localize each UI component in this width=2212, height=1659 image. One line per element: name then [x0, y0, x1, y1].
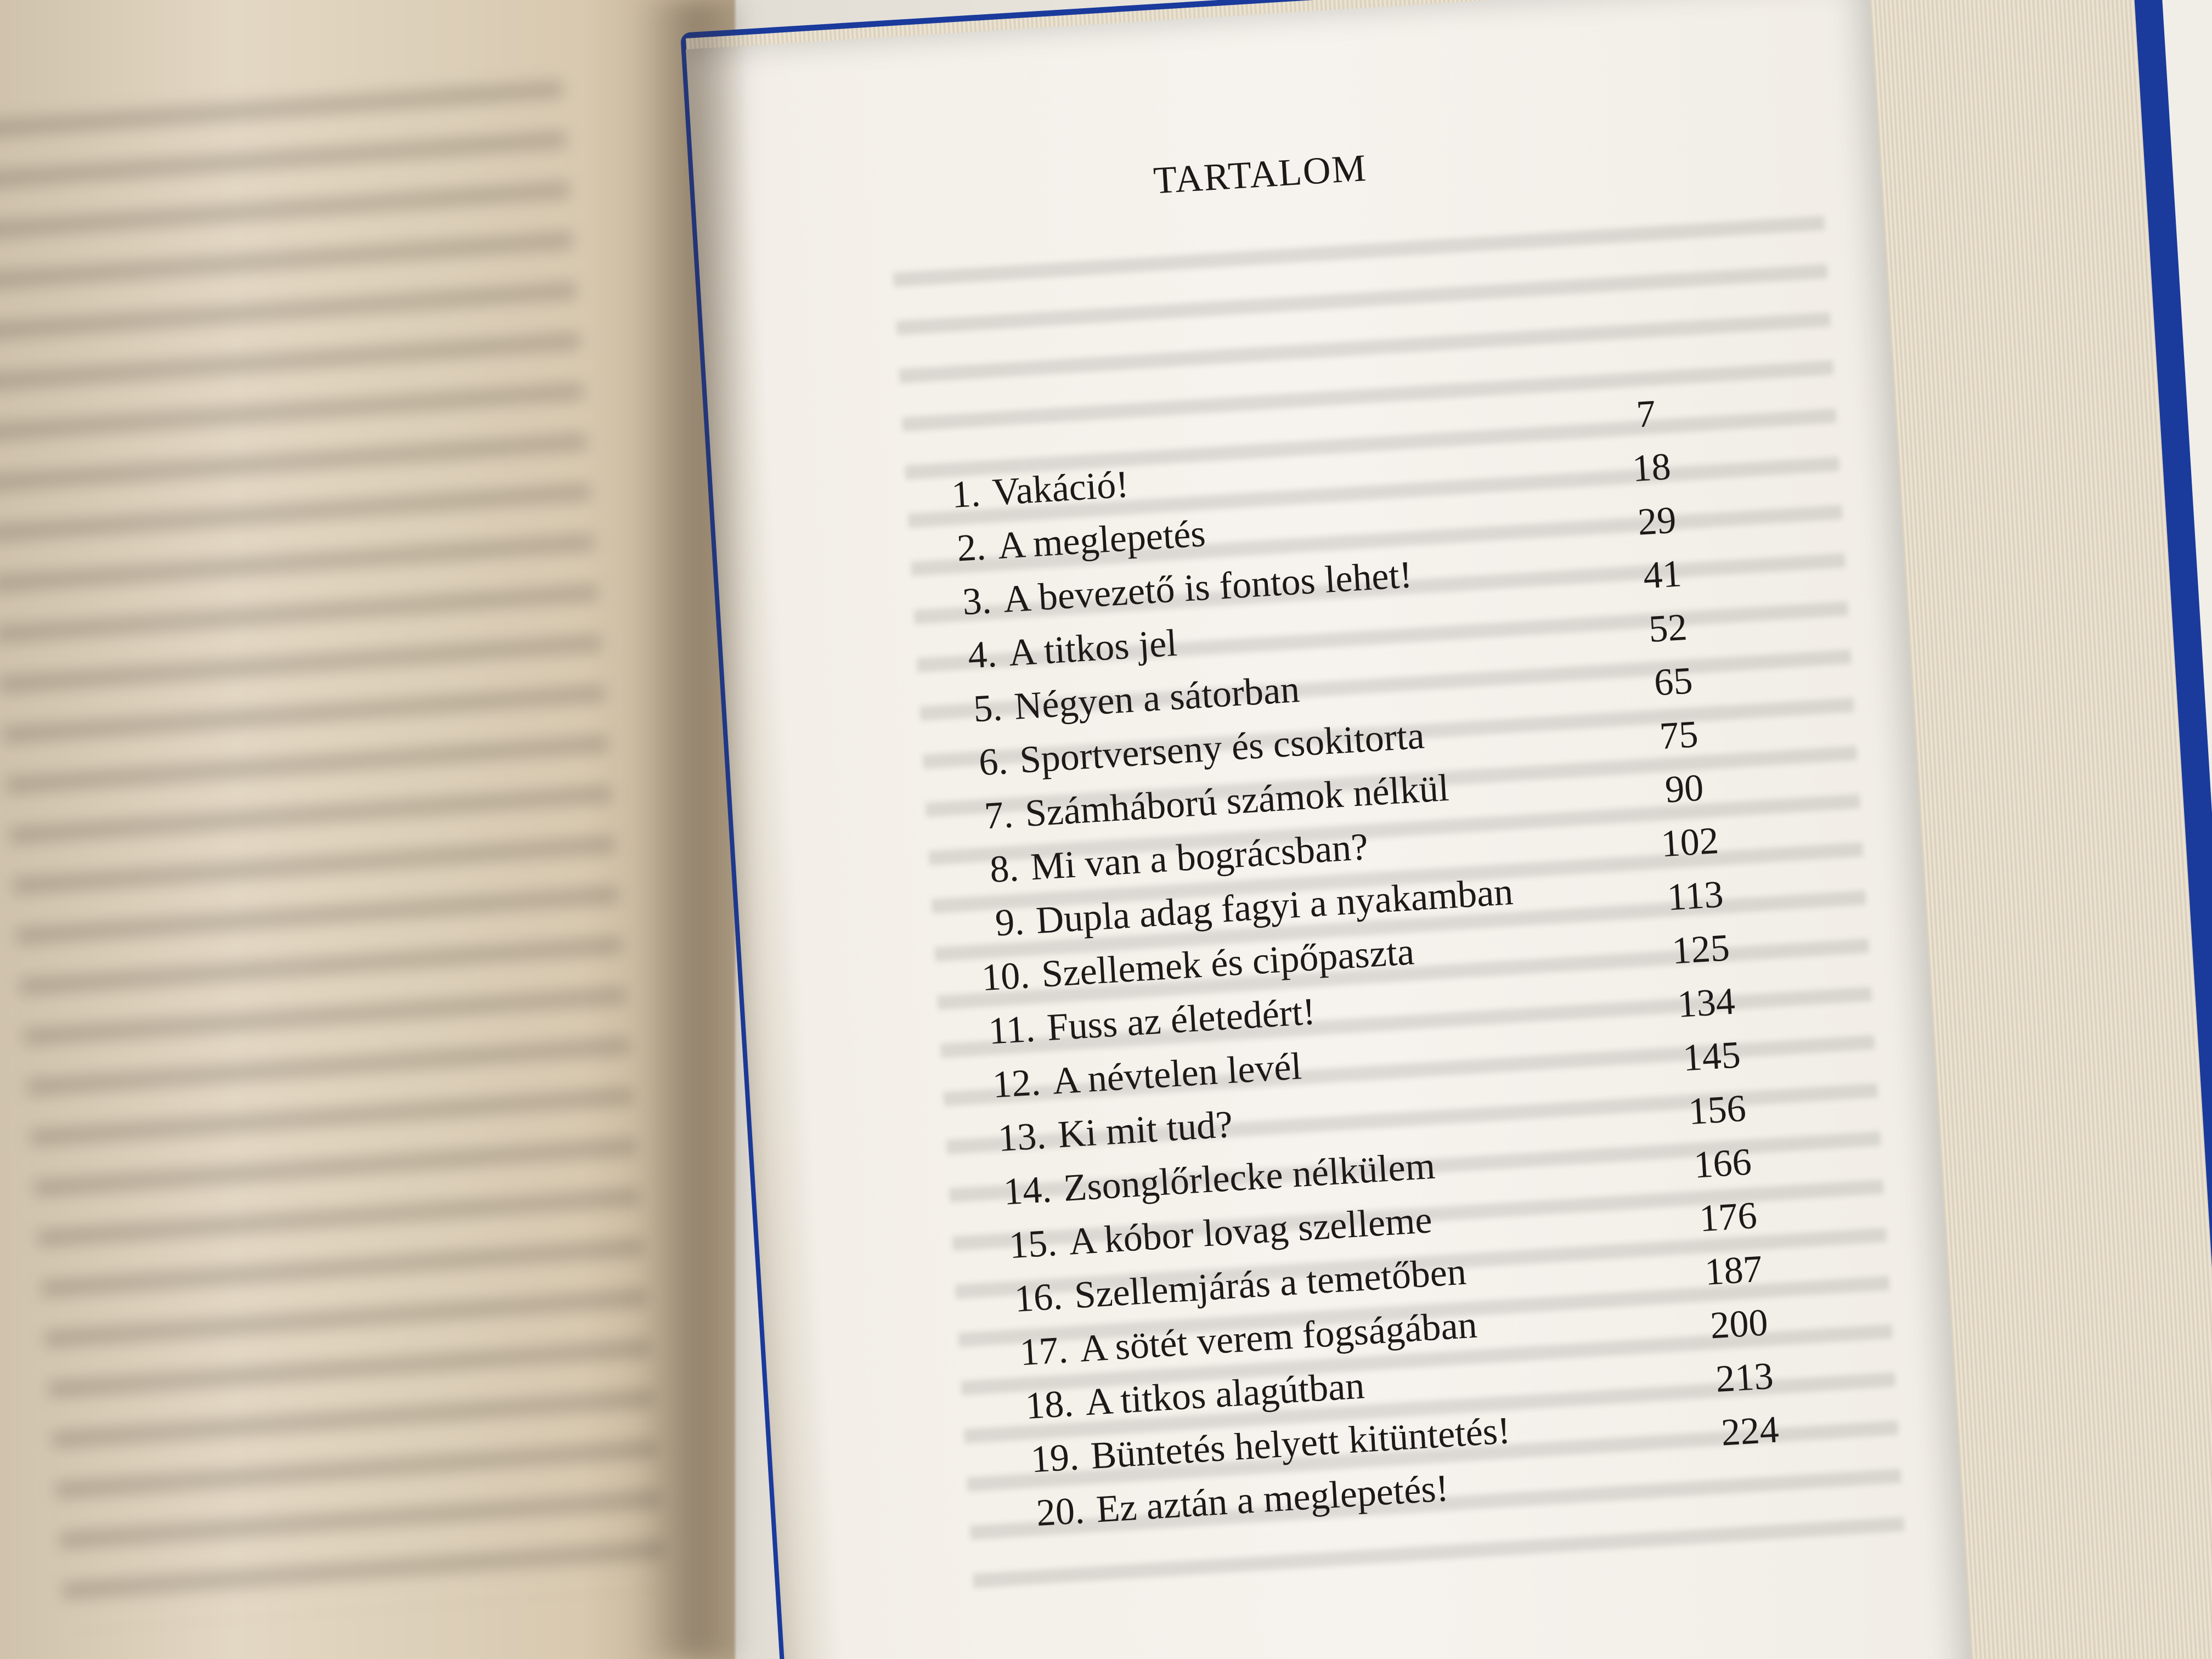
toc-entry-number: 13. — [996, 1114, 1047, 1160]
toc-entry-title: Sportverseny és csokitorta — [1018, 714, 1426, 782]
toc-entry-title: A kóbor lovag szelleme — [1068, 1199, 1434, 1263]
toc-entry-number: 9. — [994, 900, 1026, 945]
toc-entry-number: 7. — [983, 793, 1015, 838]
toc-entry-number: 20. — [1035, 1489, 1086, 1535]
toc-entry-title: Szellemek és cipőpaszta — [1040, 930, 1416, 996]
toc-entry-number: 8. — [988, 847, 1020, 891]
toc-entry-number: 6. — [978, 740, 1009, 784]
toc-entry-page: 134 — [1676, 980, 1736, 1026]
toc-entry-page: 7 — [1635, 392, 1657, 436]
toc-entry-title: Zsonglőrlecke nélkülem — [1062, 1144, 1437, 1210]
toc-entry-page: 90 — [1663, 766, 1705, 811]
toc-entry-page: 18 — [1631, 445, 1672, 490]
toc-entry-title: Számháború számok nélkül — [1024, 766, 1451, 835]
toc-entry-number: 11. — [987, 1007, 1037, 1053]
toc-entry-title: Büntetés helyett kitüntetés! — [1090, 1409, 1512, 1477]
toc-entry-number: 19. — [1029, 1436, 1080, 1481]
toc-entry-page: 65 — [1652, 659, 1694, 704]
toc-entry-title: Ki mit tud? — [1057, 1103, 1234, 1156]
toc-entry-number: 5. — [972, 686, 1004, 731]
toc-entry-number: 18. — [1024, 1382, 1075, 1427]
toc-entry-number: 15. — [1007, 1222, 1058, 1267]
toc-entry-number: 17. — [1018, 1329, 1069, 1374]
toc-title: TARTALOM — [1152, 146, 1368, 202]
toc-entry-title: A sötét verem fogságában — [1079, 1304, 1479, 1370]
toc-entry-title: Fuss az életedért! — [1046, 990, 1317, 1049]
left-page-text-blurred — [0, 58, 667, 1632]
toc-entry-page: 213 — [1714, 1355, 1775, 1401]
toc-entry-title: A meglepetés — [996, 512, 1207, 568]
toc-entry-page: 29 — [1637, 499, 1678, 544]
toc-entry-page: 187 — [1703, 1248, 1764, 1294]
toc-entry-number: 12. — [991, 1061, 1042, 1107]
toc-entry-number: 2. — [956, 526, 988, 570]
toc-entry-title: Mi van a bográcsban? — [1029, 826, 1370, 889]
toc-entry-page: 145 — [1681, 1034, 1742, 1080]
toc-entry-title: A névtelen levél — [1051, 1045, 1303, 1103]
toc-entry-title: A titkos jel — [1007, 622, 1178, 675]
toc-entry-page: 75 — [1658, 713, 1700, 758]
toc-entry-title: Ez aztán a meglepetés! — [1095, 1467, 1450, 1531]
toc-entry-page: 156 — [1687, 1087, 1747, 1133]
toc-entry-number: 14. — [1002, 1168, 1053, 1214]
toc-entry-title: A bevezető is fontos lehet! — [1002, 554, 1414, 621]
toc-entry-number: 4. — [967, 633, 998, 677]
toc-entry-page: 113 — [1666, 873, 1725, 919]
toc-entry-page: 176 — [1698, 1194, 1758, 1240]
book-gutter-shadow — [636, 0, 746, 1659]
toc-entry-page: 224 — [1720, 1408, 1780, 1454]
toc-entry-number: 10. — [980, 954, 1031, 1000]
toc-entry-number: 3. — [961, 579, 993, 624]
toc-entry-page: 200 — [1709, 1301, 1769, 1347]
toc-entry-title: A titkos alagútban — [1084, 1364, 1366, 1424]
left-page-blurred — [0, 0, 735, 1659]
toc-entry-title: Vakáció! — [991, 463, 1130, 514]
toc-entry-number: 16. — [1013, 1275, 1064, 1321]
toc-entry-page: 125 — [1671, 927, 1731, 973]
toc-entry-page: 52 — [1647, 606, 1689, 651]
toc-entry-title: Szellemjárás a temetőben — [1073, 1250, 1468, 1317]
toc-entry-title: Dupla adag fagyi a nyakamban — [1035, 871, 1515, 943]
toc-entry-page: 41 — [1641, 552, 1683, 597]
toc-entry-title: Négyen a sátorban — [1013, 668, 1301, 728]
toc-entry-number: 1. — [950, 472, 982, 517]
toc-list — [907, 392, 1904, 1544]
toc-entry-page: 166 — [1692, 1141, 1753, 1187]
toc-entry-page: 102 — [1660, 820, 1720, 866]
